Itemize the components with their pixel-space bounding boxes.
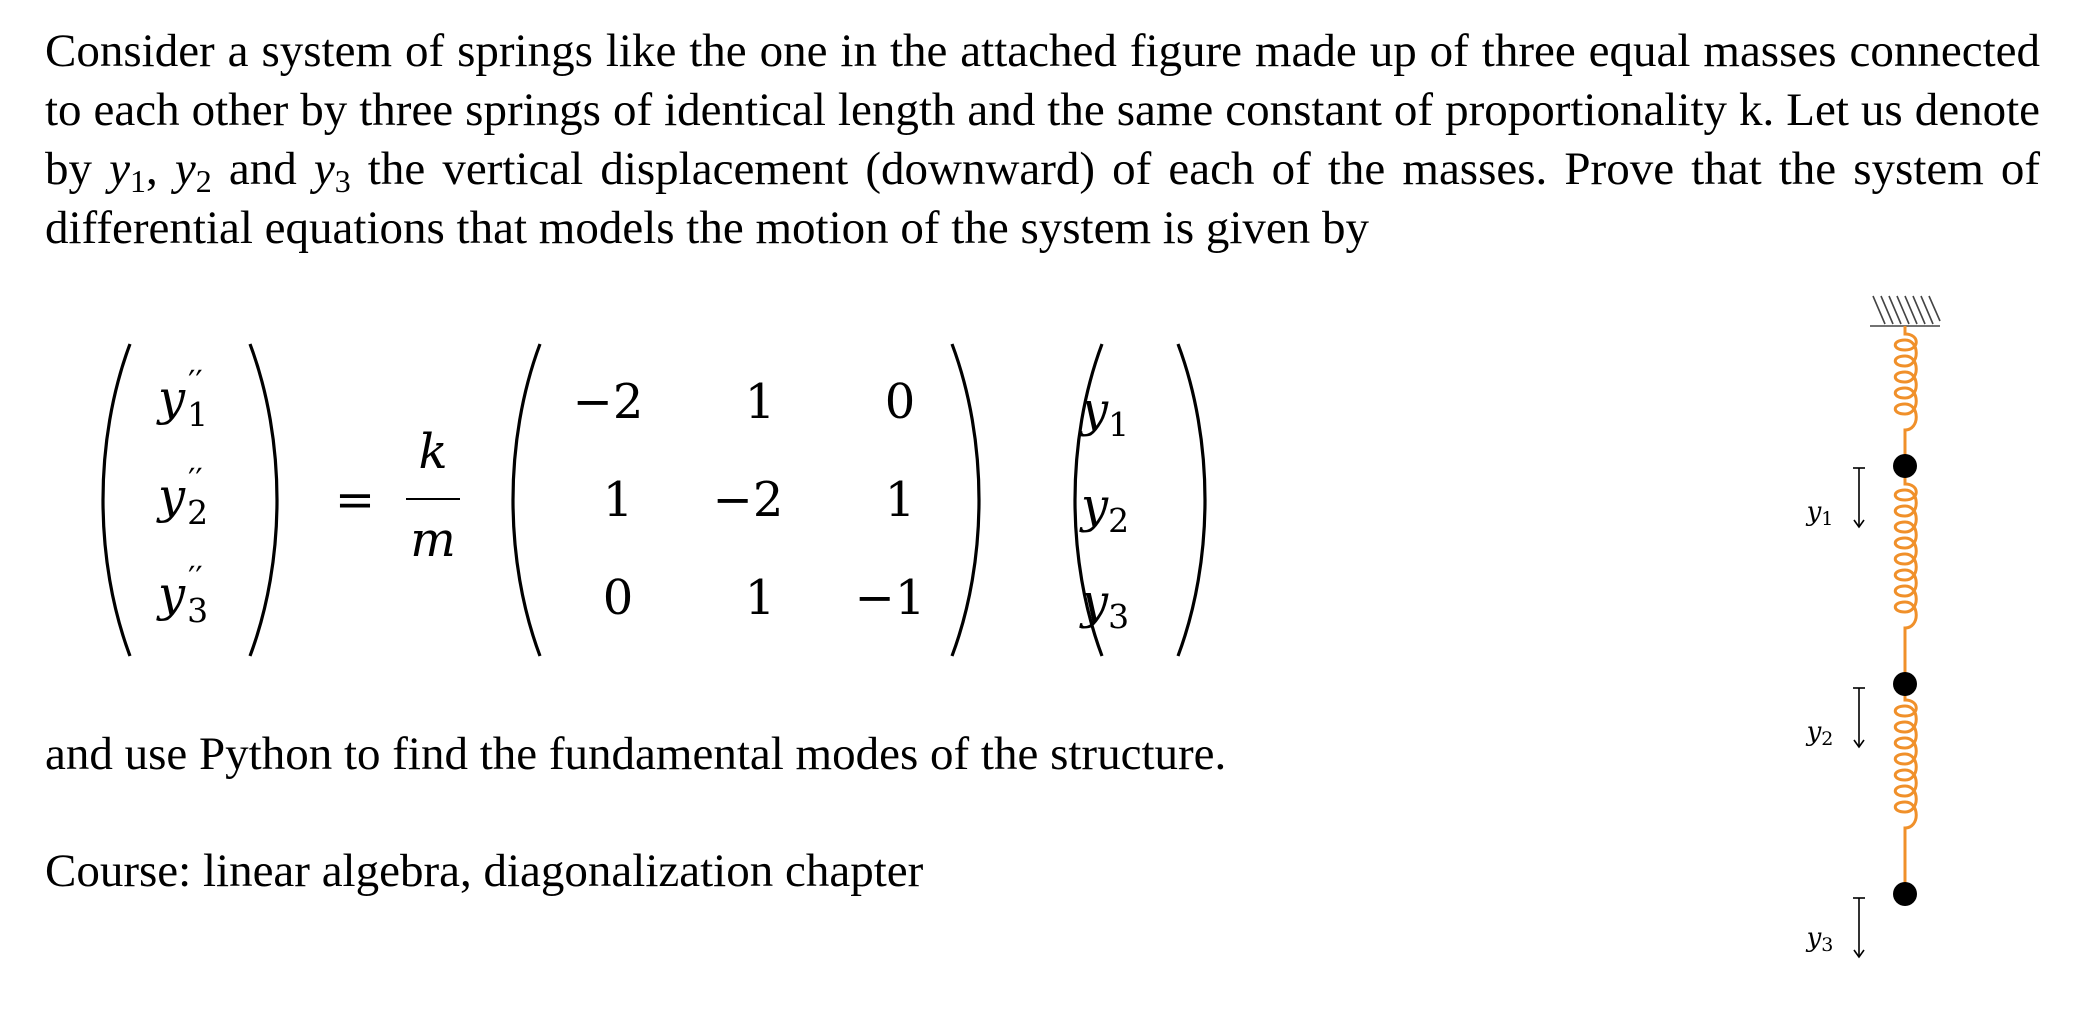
spring-2 [1895, 466, 1916, 684]
rhs-entry-2: $y_2$ [1080, 478, 1130, 540]
displacement-label-3: $y_3$ [1806, 923, 1834, 956]
displacement-arrow-3 [1853, 898, 1865, 957]
lhs-entry-2: y ′′ 2 [157, 461, 209, 532]
matrix-right-paren [952, 344, 979, 656]
equation-delimiters [100, 340, 1230, 660]
matrix-equation [100, 340, 1230, 660]
matrix-cell: 1 [884, 472, 916, 528]
and-word: and [228, 143, 297, 195]
lhs-entry-1: y ′′ 1 [157, 363, 209, 434]
matrix-cell: 0 [602, 570, 634, 626]
fraction-bar [406, 498, 460, 500]
mass-3 [1893, 882, 1917, 906]
rhs-entry-1: $y_1$ [1080, 382, 1130, 444]
matrix-cell: 1 [744, 374, 776, 430]
matrix-left-paren [513, 344, 540, 656]
fraction-denominator: m [410, 512, 456, 568]
displacement-label-1: $y_1$ [1806, 497, 1834, 530]
closing-text: and use Python to find the fundamental modes of the structure. [45, 728, 1227, 780]
ceiling-support-icon [1870, 296, 1940, 326]
equals-sign: = [334, 472, 376, 528]
displacement-arrow-1 [1853, 468, 1865, 527]
lhs-right-paren [250, 344, 277, 656]
lhs-entry-3: y ′′ 3 [157, 559, 209, 630]
intro-sentence-3: Prove that the system of differential equations that models the motion of the system is given by [45, 143, 2041, 254]
var-y1: $y_1$ [109, 143, 146, 199]
rhs-entry-3: $y_3$ [1080, 574, 1130, 636]
mass-2 [1893, 672, 1917, 696]
mass-1 [1893, 454, 1917, 478]
spring-3 [1895, 684, 1916, 894]
intro-sentence-1: Consider a system of springs like the one in the attached figure made up of three equal masses connected to each other by three springs of identical length and the same constant of proportionality k. [45, 25, 2040, 136]
spring-1 [1895, 326, 1916, 466]
comma: , [145, 143, 158, 195]
fraction-numerator: k [418, 424, 448, 480]
problem-statement [45, 22, 2040, 258]
intro-sentence-2-after: the vertical displacement (downward) of each of the masses. [367, 143, 1548, 195]
matrix-cell: −2 [572, 374, 644, 430]
matrix-cell: −2 [712, 472, 784, 528]
spring-mass-figure [1770, 290, 1980, 990]
spring-diagram [1770, 290, 1980, 990]
displacement-arrow-2 [1853, 688, 1865, 747]
matrix-cell: 1 [744, 570, 776, 626]
matrix-cell: 1 [602, 472, 634, 528]
matrix-cell: 0 [884, 374, 916, 430]
var-y3: $y_3$ [313, 143, 351, 199]
course-note: Course: linear algebra, diagonalization chapter [45, 845, 924, 897]
matrix-cell: −1 [854, 570, 926, 626]
intro-sentence-2-before: Let us denote by [45, 84, 2041, 195]
rhs-right-paren [1178, 344, 1205, 656]
lhs-left-paren [103, 344, 130, 656]
displacement-label-2: $y_2$ [1806, 717, 1834, 750]
var-y2: $y_2$ [174, 143, 212, 199]
